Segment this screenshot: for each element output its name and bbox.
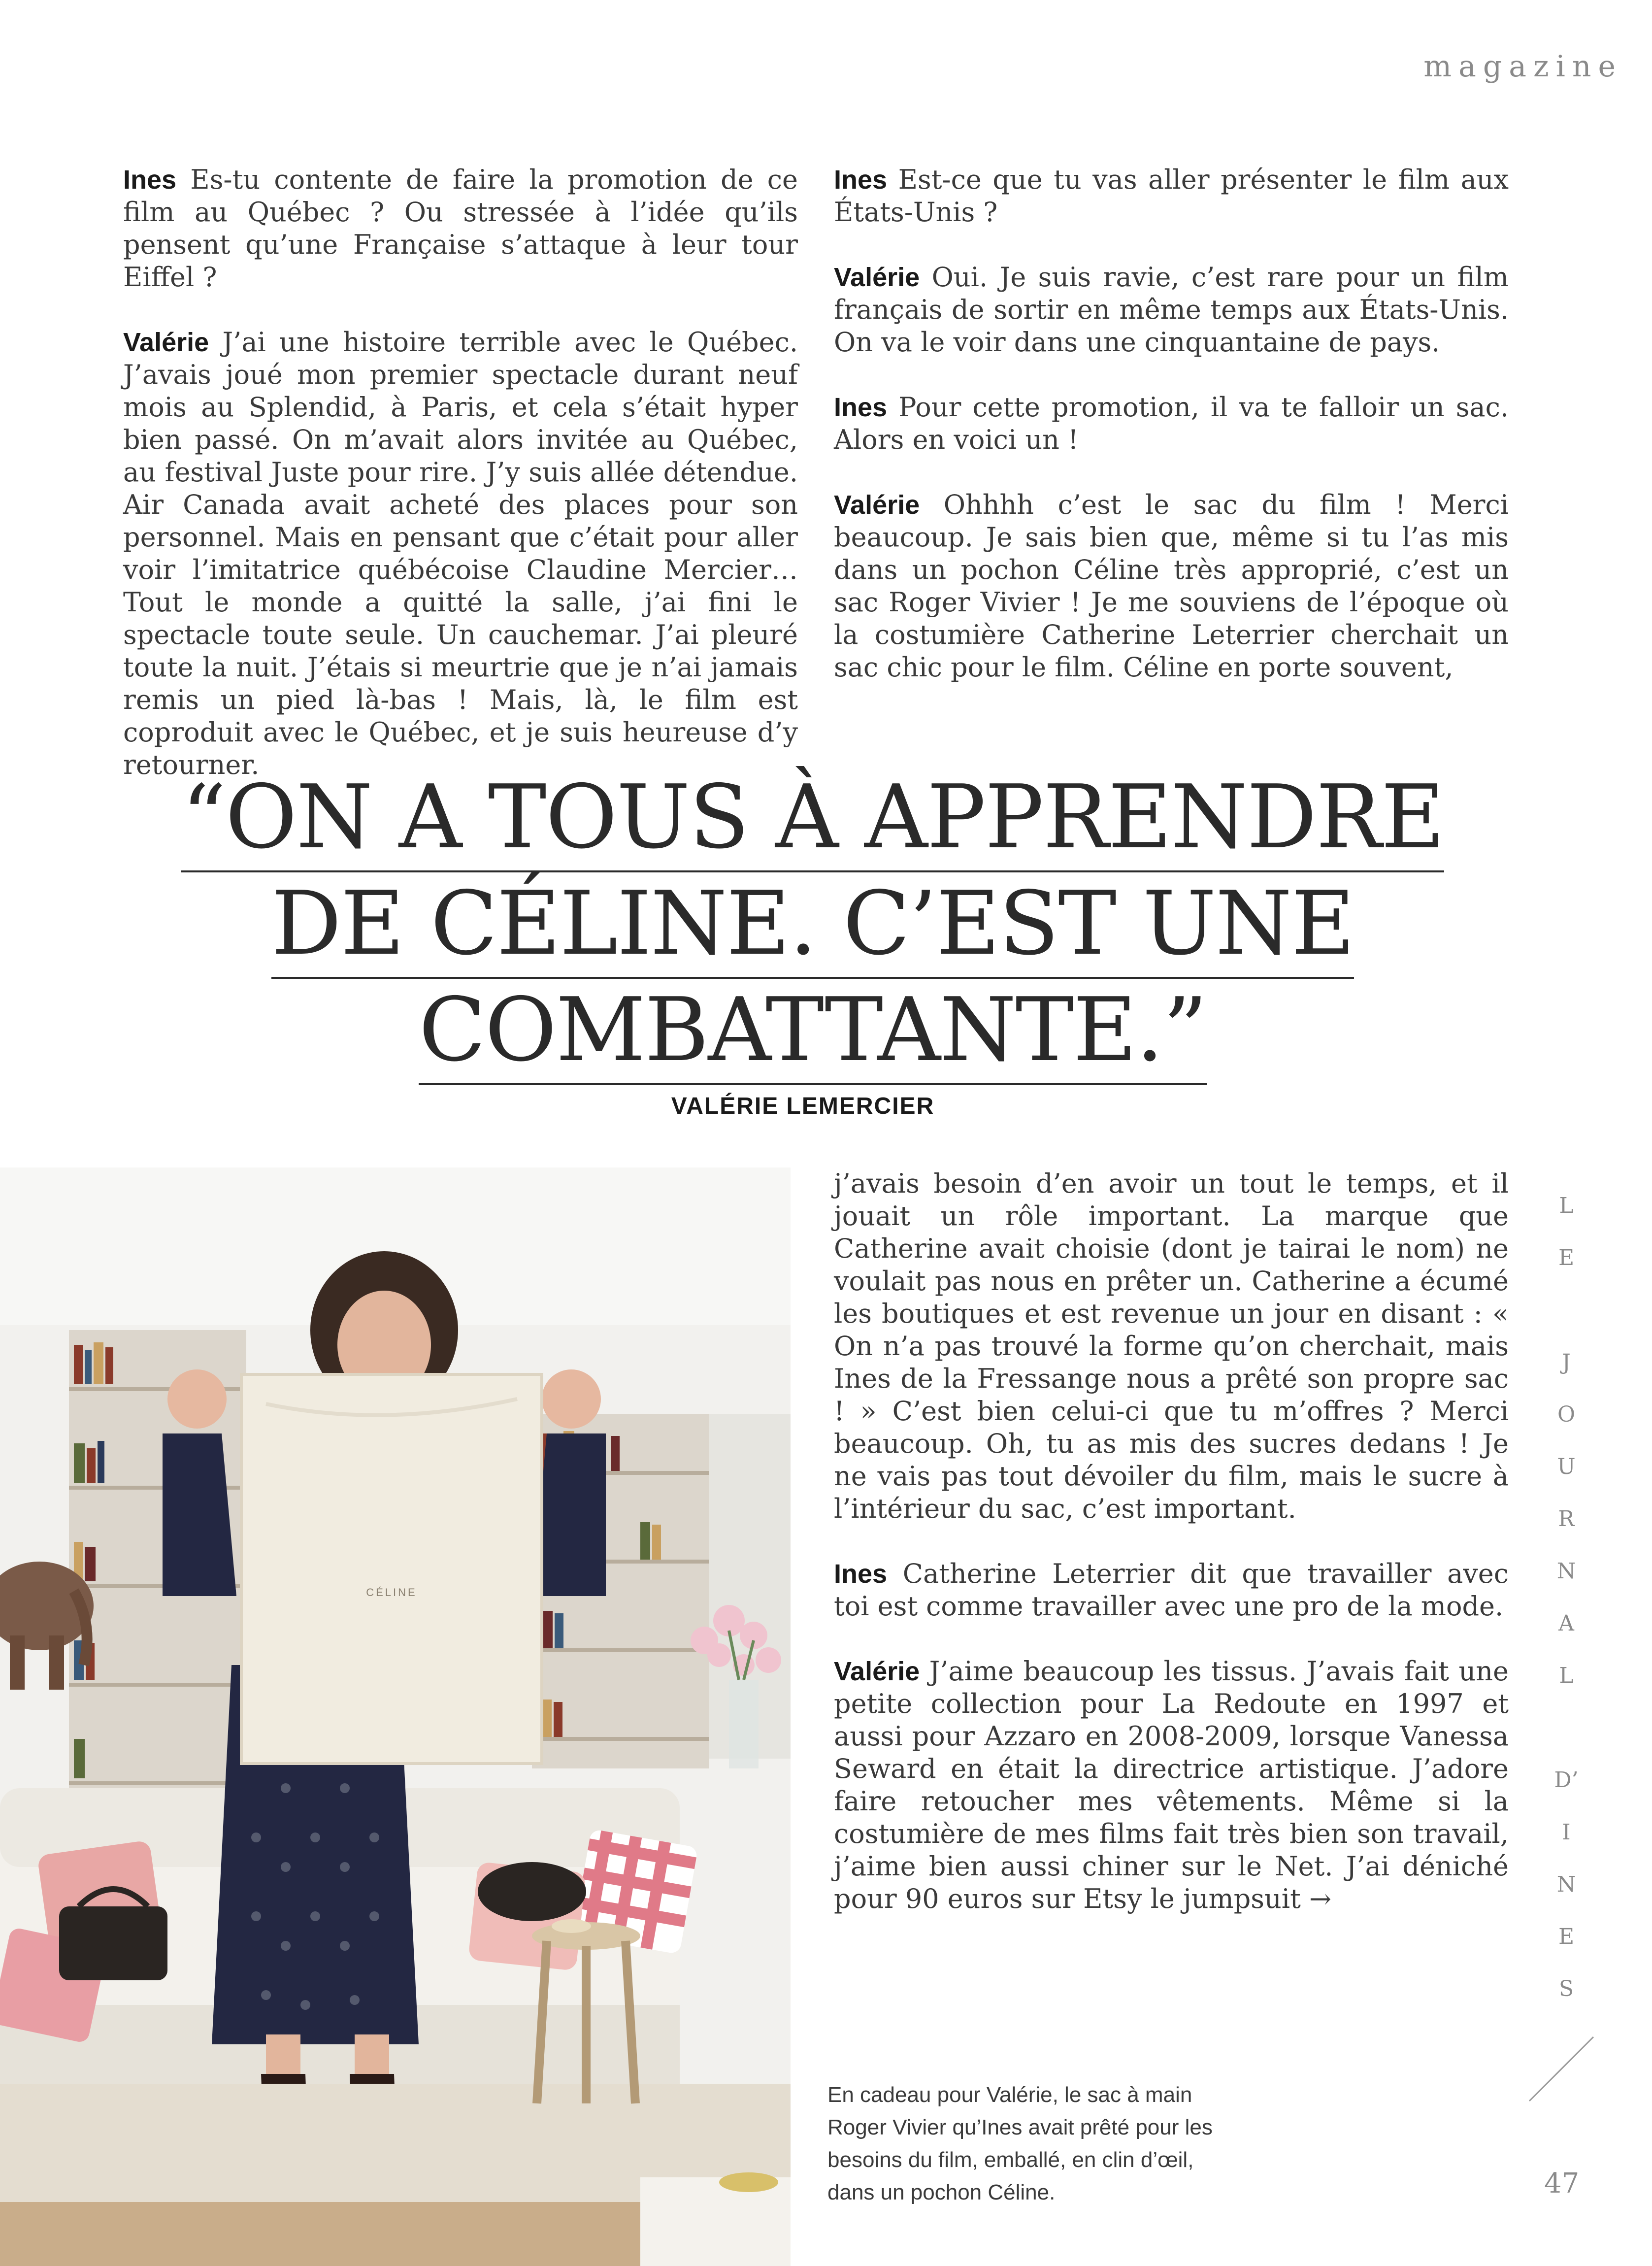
page-number: 47: [1544, 2167, 1580, 2199]
vertical-title-letter: E: [1558, 1924, 1575, 1949]
paragraph-text: Catherine Leterrier dit que travailler avec toi est comme travailler avec une pro de la mode.: [834, 1558, 1509, 1622]
speaker-name: Valérie: [834, 490, 920, 520]
vertical-title-letter: [1552, 1702, 1581, 1754]
speaker-name: Valérie: [834, 1657, 920, 1686]
interview-column-bottom-right: [834, 1167, 1509, 1915]
speaker-name: Ines: [834, 393, 888, 422]
paragraph-text: Es-tu contente de faire la promotion de ce film au Québec ? Ou stressée à l’idée qu’ils pensent qu’une Française s’attaque à leur tour Eiffel ?: [123, 164, 798, 293]
vertical-title-letter: O: [1557, 1402, 1576, 1427]
section-title-vertical: [1552, 1180, 1581, 2015]
pull-quote-line: “ON A TOUS À APPRENDRE: [181, 766, 1444, 872]
pull-quote-line: DE CÉLINE. C’EST UNE: [271, 872, 1354, 979]
vertical-title-letter: R: [1558, 1506, 1575, 1532]
paragraph-text: Ohhhh c’est le sac du film ! Merci beaucoup. Je sais bien que, même si tu l’as mis dans un pochon Céline très approprié, c’est un sac Roger Vivier ! Je me souviens de l’époque où la costumière Catherine Leterrier cherchait un sac chic pour le film. Céline en porte souvent,: [834, 489, 1509, 683]
paragraph-text: Oui. Je suis ravie, c’est rare pour un film français de sortir en même temps aux États-Unis. On va le voir dans une cinquantaine de pays.: [834, 262, 1509, 358]
vertical-title-letter: L: [1559, 1663, 1574, 1688]
vertical-title-letter: J: [1562, 1350, 1571, 1375]
interview-paragraph: [834, 1167, 1509, 1525]
magazine-label: magazine: [1423, 49, 1622, 84]
vertical-title-letter: E: [1558, 1245, 1575, 1270]
speaker-name: Ines: [123, 165, 177, 195]
vertical-title-letter: U: [1557, 1454, 1576, 1479]
interview-paragraph: [834, 1655, 1509, 1915]
vertical-title-letter: S: [1558, 1976, 1574, 2001]
bag-logo: CÉLINE: [366, 1586, 417, 1599]
vertical-title-letter: A: [1558, 1611, 1574, 1636]
decorative-slash: [1527, 2034, 1596, 2103]
interview-paragraph: [834, 489, 1509, 684]
interview-column-top-right: [834, 164, 1509, 684]
vertical-title-letter: D’: [1554, 1767, 1579, 1793]
pull-quote: [148, 766, 1478, 1085]
pull-quote-line: COMBATTANTE.”: [419, 979, 1207, 1085]
speaker-name: Valérie: [834, 263, 920, 292]
interview-paragraph: [834, 1558, 1509, 1623]
paragraph-text: Est-ce que tu vas aller présenter le film aux États-Unis ?: [834, 164, 1509, 228]
speaker-name: Ines: [834, 1559, 888, 1589]
interview-paragraph: [123, 326, 798, 781]
vertical-title-letter: I: [1562, 1820, 1571, 1845]
paragraph-text: j’avais besoin d’en avoir un tout le temps, et il jouait un rôle important. La marque que Catherine avait choisie (dont je tairai le nom) ne voulait pas nous en prêter un. Catherine a écumé les boutiques et est revenue un jour en disant : « On n’a pas trouvé la forme qu’on cherchait, mais Ines de la Fressange nous a prêté son propre sac ! » C’est bien celui-ci que tu m’offres ? Merci beaucoup. Oh, tu as mis des sucres dedans ! Je ne vais pas tout dévoiler du film, mais le sucre à l’intérieur du sac, c’est important.: [834, 1168, 1509, 1524]
photo-caption: En cadeau pour Valérie, le sac à main Roger Vivier qu’Ines avait prêté pour les besoins du film, emballé, en clin d’œil, dans un pochon Céline.: [827, 2083, 1213, 2204]
speaker-name: Ines: [834, 165, 888, 195]
vertical-title-letter: L: [1559, 1193, 1574, 1218]
vertical-title-letter: N: [1556, 1872, 1576, 1897]
article-photo: [0, 1167, 791, 2266]
vertical-title-letter: N: [1556, 1559, 1576, 1584]
interview-paragraph: [834, 164, 1509, 229]
interview-paragraph: [834, 391, 1509, 456]
interview-paragraph: [834, 261, 1509, 359]
paragraph-text: J’ai une histoire terrible avec le Québec. J’avais joué mon premier spectacle durant neuf mois au Splendid, à Paris, et cela s’était hyper bien passé. On m’avait alors invitée au Québec, au festival Juste pour rire. J’y suis allée détendue. Air Canada avait acheté des places pour son personnel. Mais en pensant que c’était pour aller voir l’imitatrice québécoise Claudine Mercier… Tout le monde a quitté la salle, j’ai fini le spectacle toute seule. Un cauchemar. J’ai pleuré toute la nuit. J’étais si meurtrie que je n’ai jamais remis un pied là-bas ! Mais, là, le film est coproduit avec le Québec, et je suis heureuse d’y retourner.: [123, 327, 798, 780]
vertical-title-letter: [1552, 1284, 1581, 1336]
paragraph-text: Pour cette promotion, il va te falloir un sac. Alors en voici un !: [834, 392, 1509, 455]
interview-paragraph: [123, 164, 798, 294]
interview-column-top-left: [123, 164, 798, 781]
paragraph-text: J’aime beaucoup les tissus. J’avais fait une petite collection pour La Redoute en 1997 et aussi pour Azzaro en 2008-2009, lorsque Vanessa Seward en était la directrice artistique. J’adore faire retoucher mes vêtements. Même si la costumière de mes films fait très bien son travail, j’aime bien aussi chiner sur le Net. J’ai déniché pour 90 euros sur Etsy le jumpsuit →: [834, 1656, 1509, 1914]
speaker-name: Valérie: [123, 328, 209, 357]
pull-quote-author: VALÉRIE LEMERCIER: [671, 1093, 935, 1119]
